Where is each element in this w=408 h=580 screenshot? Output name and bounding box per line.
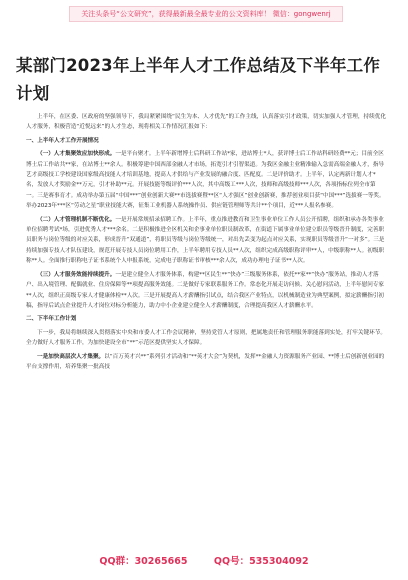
s1-item1-text: 一是平台聚才。上半年新增博士后科研工作站*家，进站博士*人，获评博士后工作站科研经费**元；目前全区博士后工作站共**家，在站博士**余人。积极筹建中国西部金融人才市场，拓宽引才引智渠道。为我区金融主业精准输入急需高端金融人才，指导艺才高级技工学校建设国家级高技能人才培训基地，提高人才供给与产业发展的融合度、匹配度。二是评价助才。上半年，认定两新计划人才*名，发放人才奖励金**万元，引才补助**元。开展技能等级评价***人次，其中高级工***人次，技师和高级技师***人次，各项指标位列全市第一。三是赛事育才。成功举办第五届“中国***”创业创新大赛**市选拔赛暨**区“人才强区”创业创新赛，推荐创业项目获“中国***”选拔赛一等奖。举办2023年***区“劳动之星”职业技能大赛，征集工业机器人系统操作员、供应链管理师等共计**个项目，近***人报名参赛。 — [26, 151, 385, 210]
intro-paragraph: 上半年，在区委、区政府的坚强领导下，我局紧紧围绕“民生为本、人才优先”的工作主线，认真落实引才政策，切实加强人才管理，持续优化人才服务，积极营造“近悦远来”的人才生态，现将相关工作情况汇报如下： — [26, 114, 386, 131]
document-title: 某部门2023年上半年人才工作总结及下半年工作计划 — [16, 56, 381, 103]
s1-item1-paragraph — [26, 149, 386, 211]
s2-item1-lead: 一是加快高层次人才集聚。 — [37, 353, 105, 360]
s2-item1-paragraph — [26, 352, 386, 373]
s1-item2-lead: （二）人才管理机制不断优化。 — [37, 216, 116, 223]
s2-item1-text: 以“百万英才兴**”系列引才活动和“**英才大会”为契机，发挥**金融人力资源服务产业园、**博士后创新创业园的平台支撑作用，培养集聚一批高技 — [26, 353, 385, 370]
s1-item2-text: 一是开展常规招录招聘工作。上半年，重点推进教育和卫生事业单位工作人员公开招聘，组织和承办各类事业单位招聘考试*场，引进优秀人才***余名。二是积极推进全区机关和企事业单位职员制改革，在街道下属事业单位建立职员等级晋升制度，完善职员职务与岗位等级的对应关系，形成晋升“双通道”，将职员等级与岗位等级统一，对出先丢变为起点对应关系，实现职员等级晋升“一对多”。三是持续加强专技人才队伍建设，规范开展专技人员岗位聘用工作，上半年聘用专技人员**人次，组织完成高级职称评审**人，中级职称**人。初级职称**人。全面推行职称电子证书系统个人申报系统，完成电子职称证书审核***余人次，成功办理电子证书**人次。 — [26, 216, 385, 265]
s1-item3-paragraph — [26, 270, 386, 312]
s2-intro-paragraph: 下一步，我局将继续深入贯彻落实中央和市委人才工作会议精神，坚持党管人才原则，把属地责任和管理服务职能落到实处，打牢关键环节。全力做好人才服务工作，为加快建设全市“**”示范区提供坚实人才保障。 — [26, 329, 386, 347]
contact-footer: QQ群：30265665 QQ号：535304092 — [99, 556, 309, 567]
s1-item1-lead: （一）人才集聚效应加快形成。 — [37, 151, 116, 158]
s1-item2-paragraph — [26, 215, 386, 267]
document-body — [26, 112, 386, 372]
section2-heading: 二、下半年工作计划 — [26, 316, 77, 323]
s1-item3-lead: （三）人才服务效能持续提升。 — [37, 271, 116, 278]
promo-banner[interactable]: 关注头条号“公文研究”，获得最新最全最专业的公文资料库！ 微信：gongwenrj — [69, 6, 343, 22]
section1-heading: 一、上半年人才工作开展情况 — [26, 137, 99, 144]
s1-item3-text: 一是建立健全人才服务体系，构建**区民生**“快办”三级服务体系，依托**家**“快办”服务站，推动人才落户、出入境管理、配偶就业、住房保障等**项提高服务效能。二是做好专家联系服务工作。常态化开展走访问候、关心慰问活动，上半年慰问专家**人次，组织正高级专家人才健康体检**人次。三是开展提高人才薪酬指引试点，结合我区产业特点，以机械制造业为典型案例，拟定薪酬指引初稿，指导后试点企业提升人才岗位对标分析能力，助力中小企业建立健全人才薪酬制度，合理提高我区人才薪酬水平。 — [26, 271, 385, 309]
